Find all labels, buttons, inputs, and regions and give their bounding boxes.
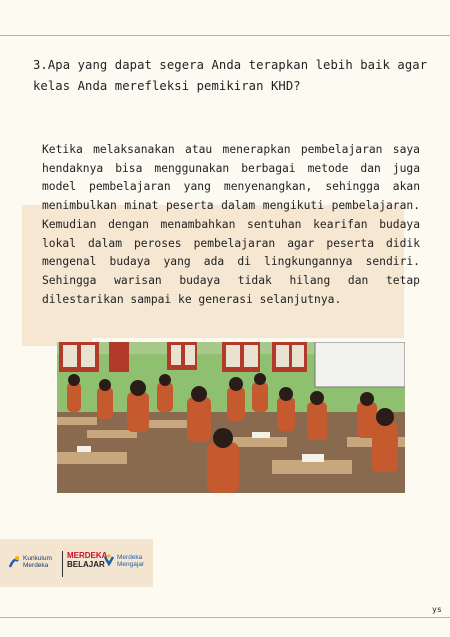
mb-label-line1: MERDEKA xyxy=(67,551,108,560)
kurikulum-merdeka-logo xyxy=(8,555,52,569)
bottom-rule xyxy=(0,617,450,618)
kurikulum-label-line1: Kurikulum xyxy=(23,555,52,562)
answer-paragraph: Ketika melaksanakan atau menerapkan pembelajaran saya hendaknya bisa menggunakan berbagai metode dan juga model pembelajaran yang menyenangkan, sehingga akan menimbulkan minat peserta dalam mengikuti pembelajaran. Kemudian dengan menambahkan sentuhan kearifan budaya lokal dalam peroses pembelajaran agar peserta didik mengenal budaya yang ada di lingkungannya sendiri. Sehingga warisan budaya tidak hilang dan tetap dilestarikan sampai ke generasi selanjutnya. xyxy=(42,143,420,306)
classroom-photo xyxy=(57,342,405,493)
merdeka-mengajar-logo xyxy=(103,554,144,568)
mm-label-line2: Mengajar xyxy=(117,561,145,568)
mb-label-line2: BELAJAR xyxy=(67,560,105,569)
mm-label-line1: Merdeka xyxy=(117,554,143,561)
merdeka-mengajar-icon xyxy=(103,554,115,568)
kurikulum-merdeka-icon xyxy=(8,555,20,569)
logo-panel xyxy=(0,539,153,587)
author-initials: ys xyxy=(432,605,442,614)
question-heading: 3.Apa yang dapat segera Anda terapkan lebih baik agar kelas Anda merefleksi pemikiran KHD? xyxy=(33,58,428,93)
kurikulum-label-line2: Merdeka xyxy=(23,562,49,569)
merdeka-belajar-logo xyxy=(62,551,108,577)
top-rule xyxy=(0,35,450,36)
